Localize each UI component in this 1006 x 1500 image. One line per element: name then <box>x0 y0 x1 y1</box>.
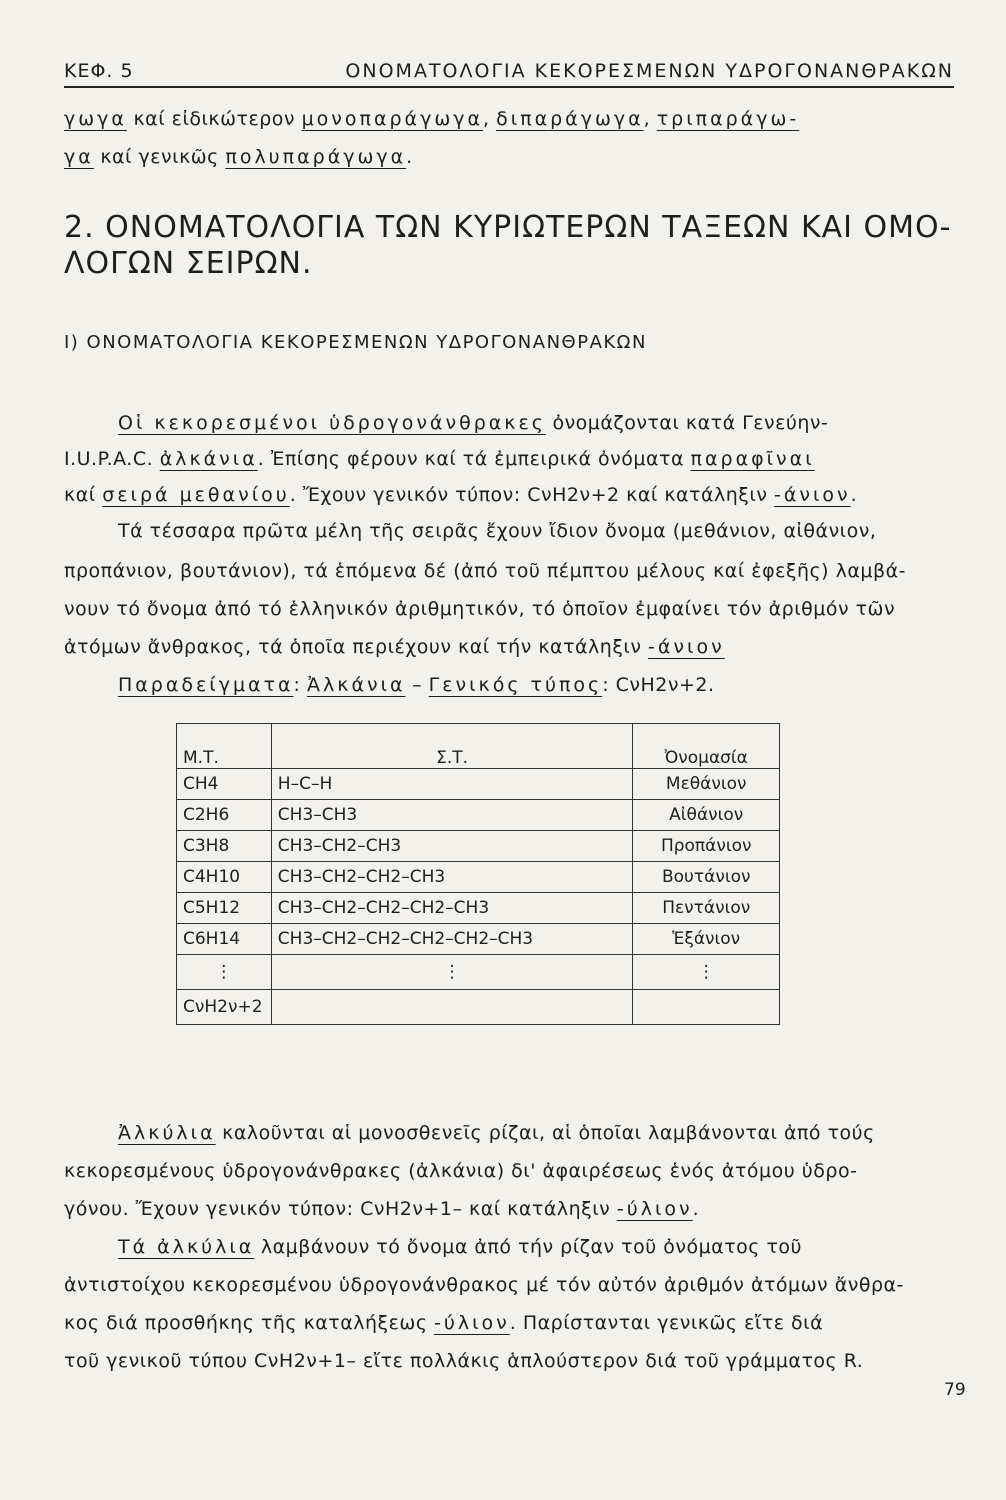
intro-line-2: γα καί γενικῶς πολυπαράγωγα. <box>64 146 413 168</box>
table-row <box>177 893 780 924</box>
para2-line-3: γόνου. Ἔχουν γενικόν τύπον: CνH2ν+1– καί κατάληξιν -ύλιον. <box>64 1198 700 1220</box>
table-header-row <box>177 724 780 769</box>
para1-line-4: Τά τέσσαρα πρῶτα μέλη τῆς σειρᾶς ἔχουν ἴδιον ὄνομα (μεθάνιον, αἰθάνιον, <box>118 520 877 542</box>
cell-name: Ἑξάνιον <box>633 924 780 955</box>
para1-line-2: I.U.P.A.C. ἀλκάνια. Ἐπίσης φέρουν καί τά ἐμπειρικά ὀνόματα παραφῖναι <box>64 448 815 470</box>
table-row <box>177 862 780 893</box>
header-st: Σ.Τ. <box>271 724 633 769</box>
cell-name: Αἰθάνιον <box>633 800 780 831</box>
para1-line-7: ἀτόμων ἄνθρακος, τά ὁποῖα περιέχουν καί τήν κατάληξιν -άνιον <box>64 636 725 658</box>
para2-line-4: Τά ἀλκύλια λαμβάνουν τό ὄνομα ἀπό τήν ρίζαν τοῦ ὀνόματος τοῦ <box>118 1236 803 1258</box>
para2-line-2: κεκορεσμένους ὑδρογονάνθρακες (ἀλκάνια) δι' ἀφαιρέσεως ἑνός ἀτόμου ὑδρο- <box>64 1160 858 1182</box>
cell-dots: ⋮ <box>177 955 272 990</box>
alkanes-table <box>176 723 780 1025</box>
table-row <box>177 800 780 831</box>
table-row <box>177 769 780 800</box>
para2-line-1: Ἀλκύλια καλοῦνται αἱ μονοσθενεῖς ρίζαι, αἱ ὁποῖαι λαμβάνονται ἀπό τούς <box>118 1122 875 1144</box>
running-header <box>64 60 954 88</box>
cell-name: Μεθάνιον <box>633 769 780 800</box>
cell-st: CH3–CH2–CH3 <box>271 831 633 862</box>
table-row <box>177 924 780 955</box>
para2-line-5: ἀντιστοίχου κεκορεσμένου ὑδρογονάνθρακος μέ τόν αὐτόν ἀριθμόν ἀτόμων ἄνθρα- <box>64 1274 904 1296</box>
para2-line-6: κος διά προσθήκης τῆς καταλήξεως -ύλιον. Παρίστανται γενικῶς εἴτε διά <box>64 1312 824 1334</box>
section-title: 2. ΟΝΟΜΑΤΟΛΟΓΙΑ ΤΩΝ ΚΥΡΙΩΤΕΡΩΝ ΤΑΞΕΩΝ ΚΑΙ ΟΜΟ- ΛΟΓΩΝ ΣΕΙΡΩΝ. <box>64 210 952 281</box>
intro-line-1: γωγα καί εἰδικώτερον μονοπαράγωγα, διπαράγωγα, τριπαράγω- <box>64 108 800 130</box>
running-title: ΟΝΟΜΑΤΟΛΟΓΙΑ ΚΕΚΟΡΕΣΜΕΝΩΝ ΥΔΡΟΓΟΝΑΝΘΡΑΚΩΝ <box>345 60 954 82</box>
cell-empty <box>271 990 633 1025</box>
table-row-ellipsis <box>177 955 780 990</box>
cell-name: Προπάνιον <box>633 831 780 862</box>
cell-st: CH3–CH2–CH2–CH3 <box>271 862 633 893</box>
para1-line-5: προπάνιον, βουτάνιον), τά ἑπόμενα δέ (ἀπό τοῦ πέμπτου μέλους καί ἐφεξῆς) λαμβά- <box>64 560 906 582</box>
cell-st: CH3–CH2–CH2–CH2–CH3 <box>271 893 633 924</box>
cell-mt: C6H14 <box>177 924 272 955</box>
header-name: Ὀνομασία <box>633 724 780 769</box>
page-number: 79 <box>944 1380 966 1400</box>
para1-line-8: Παραδείγματα: Ἀλκάνια – Γενικός τύπος: CνH2ν+2. <box>118 674 715 696</box>
cell-empty <box>633 990 780 1025</box>
cell-name: Πεντάνιον <box>633 893 780 924</box>
cell-dots: ⋮ <box>633 955 780 990</box>
cell-name: Βουτάνιον <box>633 862 780 893</box>
table-row-general <box>177 990 780 1025</box>
cell-mt: C4H10 <box>177 862 272 893</box>
cell-st: CH3–CH3 <box>271 800 633 831</box>
para2-line-7: τοῦ γενικοῦ τύπου CνH2ν+1– εἴτε πολλάκις ἁπλούστερον διά τοῦ γράμματος R. <box>64 1350 864 1372</box>
para1-line-3: καί σειρά μεθανίου. Ἔχουν γενικόν τύπον: CνH2ν+2 καί κατάληξιν -άνιον. <box>64 484 858 506</box>
cell-mt: C2H6 <box>177 800 272 831</box>
cell-mt: C3H8 <box>177 831 272 862</box>
para1-line-1: Οἱ κεκορεσμένοι ὑδρογονάνθρακες ὀνομάζονται κατά Γενεύην- <box>118 412 829 434</box>
header-mt: Μ.Τ. <box>177 724 272 769</box>
cell-dots: ⋮ <box>271 955 633 990</box>
cell-mt: C5H12 <box>177 893 272 924</box>
chapter-label: ΚΕΦ. 5 <box>64 60 134 82</box>
para1-line-6: νουν τό ὄνομα ἀπό τό ἑλληνικόν ἀριθμητικόν, τό ὁποῖον ἐμφαίνει τόν ἀριθμόν τῶν <box>64 598 896 620</box>
section-subtitle: I) ΟΝΟΜΑΤΟΛΟΓΙΑ ΚΕΚΟΡΕΣΜΕΝΩΝ ΥΔΡΟΓΟΝΑΝΘΡΑΚΩΝ <box>64 332 647 353</box>
cell-mt-general: CνH2ν+2 <box>177 990 272 1025</box>
cell-mt: CH4 <box>177 769 272 800</box>
cell-st: H–C–H <box>271 769 633 800</box>
cell-st: CH3–CH2–CH2–CH2–CH2–CH3 <box>271 924 633 955</box>
table-row <box>177 831 780 862</box>
